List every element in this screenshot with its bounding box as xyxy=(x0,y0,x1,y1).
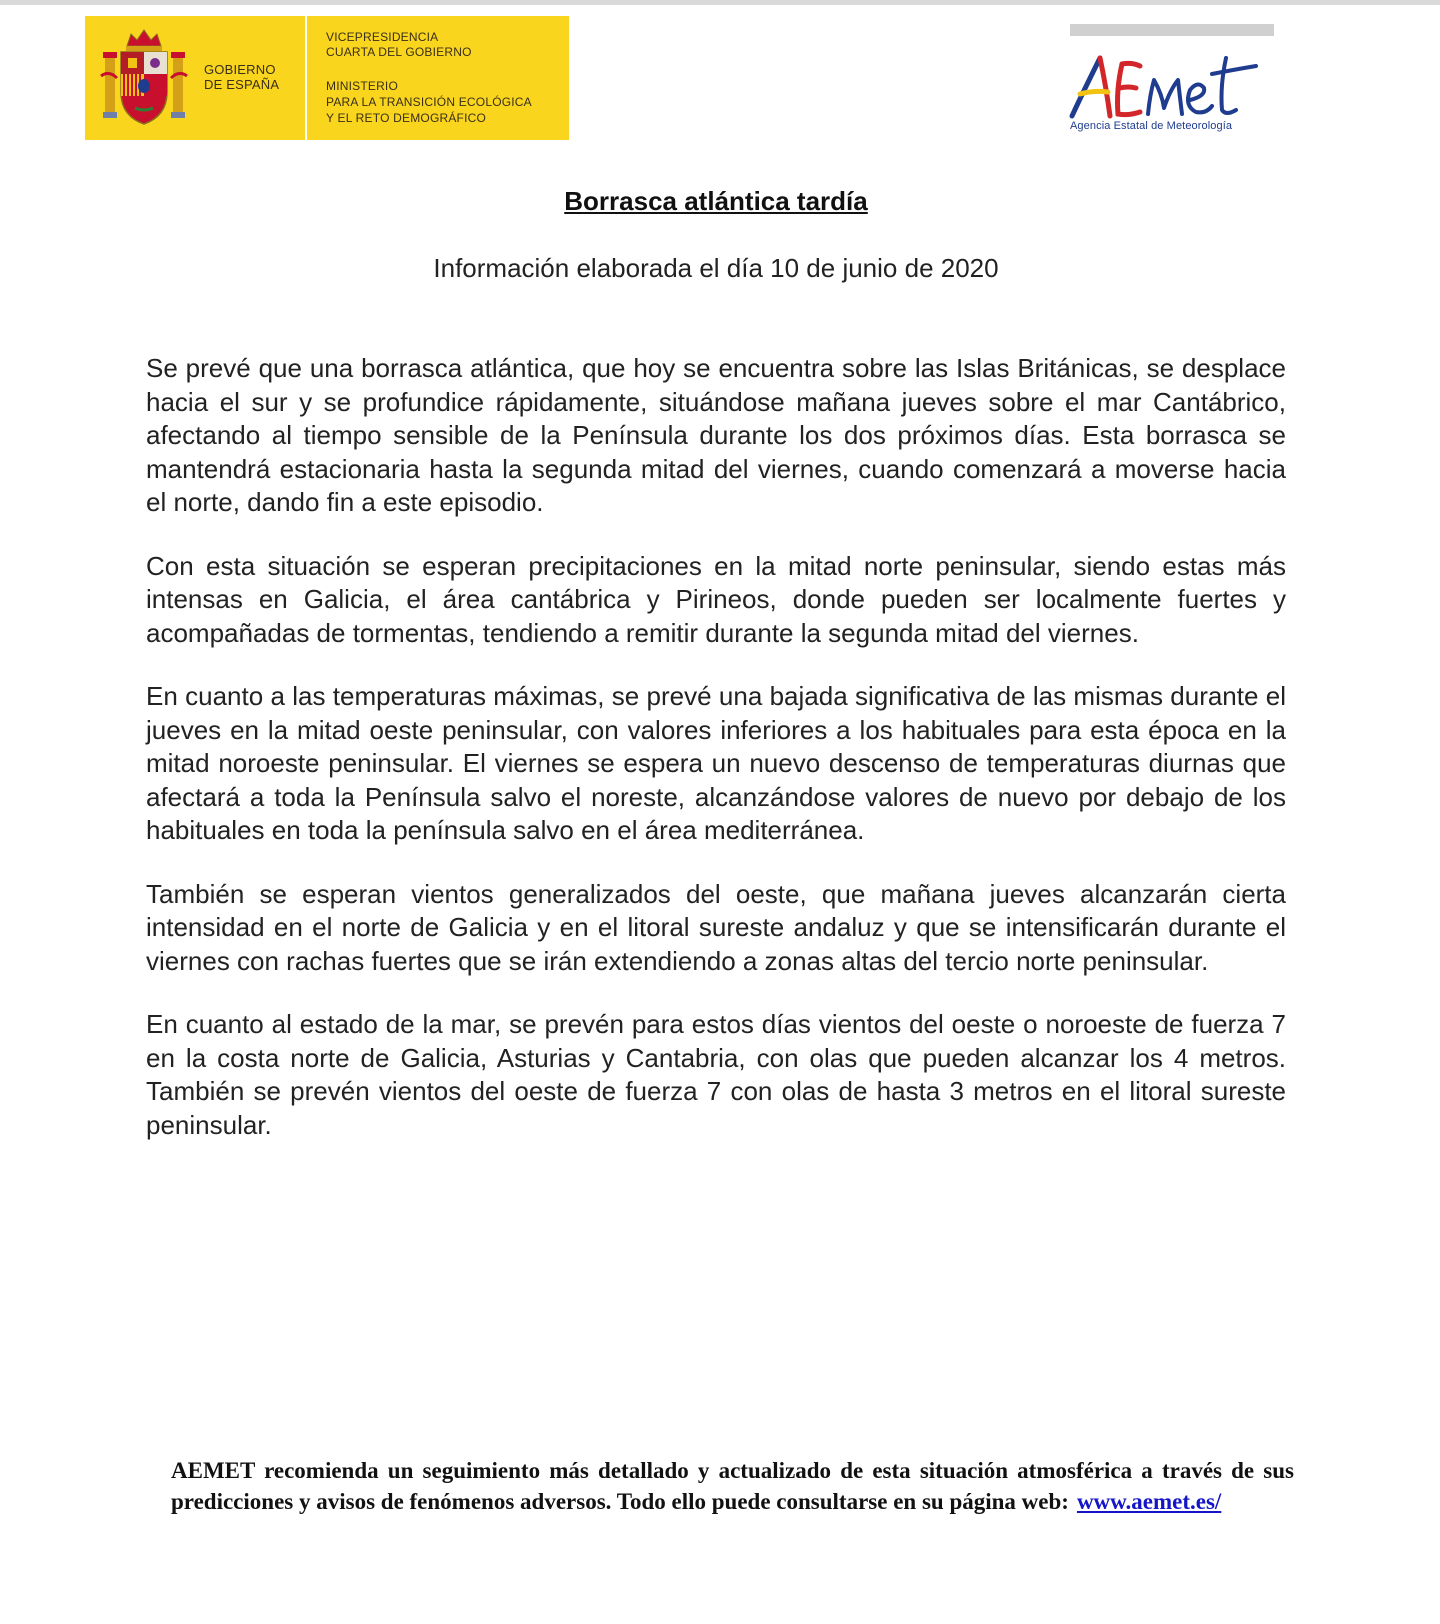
government-header xyxy=(85,16,569,140)
coat-of-arms-icon xyxy=(99,26,189,130)
government-name: GOBIERNO DE ESPAÑA xyxy=(204,62,280,92)
document-body xyxy=(146,352,1286,1172)
svg-text:AEMet: AEMet xyxy=(1066,50,1070,51)
aemet-subtitle: Agencia Estatal de Meteorología xyxy=(1070,120,1233,132)
footer-text: AEMET recomienda un seguimiento más detallado y actualizado de esta situación atmosférica a través de sus predicciones y avisos de fenómenos adversos. Todo ello puede consultarse en su página web: xyxy=(171,1458,1294,1514)
paragraph: Se prevé que una borrasca atlántica, que hoy se encuentra sobre las Islas Británicas, se desplace hacia el sur y se profundice rápidamente, situándose mañana jueves sobre el mar Cantábrico, afectando al tiempo sensible de la Península durante los dos próximos días. Esta borrasca se mantendrá estacionaria hasta la segunda mitad del viernes, cuando comenzará a moverse hacia el norte, dando fin a este episodio. xyxy=(146,353,1286,517)
document-title: Borrasca atlántica tardía xyxy=(564,186,868,216)
paragraph: También se esperan vientos generalizados del oeste, que mañana jueves alcanzarán cierta intensidad en el norte de Galicia y en el litoral sureste andaluz y que se intensificarán durante el viernes con rachas fuertes que se irán extendiendo a zonas altas del tercio norte peninsular. xyxy=(146,878,1286,976)
vicepresidency-label: VICEPRESIDENCIA CUARTA DEL GOBIERNO xyxy=(326,30,472,59)
document-date: Información elaborada el día 10 de junio de 2020 xyxy=(433,253,999,283)
paragraph: En cuanto al estado de la mar, se prevén para estos días vientos del oeste o noroeste de fuerza 7 en la costa norte de Galicia, Asturias y Cantabria, con olas que pueden alcanzar los 4 metros. También se prevén vientos del oeste de fuerza 7 con olas de hasta 3 metros en el litoral sureste peninsular. xyxy=(146,1009,1286,1140)
footer-note xyxy=(171,1455,1294,1517)
aemet-logo-bar xyxy=(1070,24,1274,36)
aemet-logo xyxy=(1066,50,1266,122)
paragraph: Con esta situación se esperan precipitaciones en la mitad norte peninsular, siendo estas más intensas en Galicia, el área cantábrica y Pirineos, donde pueden ser localmente fuertes y acompañadas de tormentas, tendiendo a remitir durante la segunda mitad del viernes. xyxy=(146,550,1286,648)
aemet-website-link[interactable]: www.aemet.es/ xyxy=(1076,1489,1222,1514)
paragraph: En cuanto a las temperaturas máximas, se prevé una bajada significativa de las mismas durante el jueves en la mitad oeste peninsular, con valores inferiores a los habituales para esta época en la mitad noroeste peninsular. El viernes se espera un nuevo descenso de temperaturas diurnas que afectará a toda la Península salvo el noreste, alcanzándose valores de nuevo por debajo de los habituales en toda la península salvo en el área mediterránea. xyxy=(146,681,1286,845)
top-border xyxy=(0,0,1440,5)
ministry-label: MINISTERIO PARA LA TRANSICIÓN ECOLÓGICA Y EL RETO DEMOGRÁFICO xyxy=(326,79,532,125)
header-divider xyxy=(305,16,307,140)
